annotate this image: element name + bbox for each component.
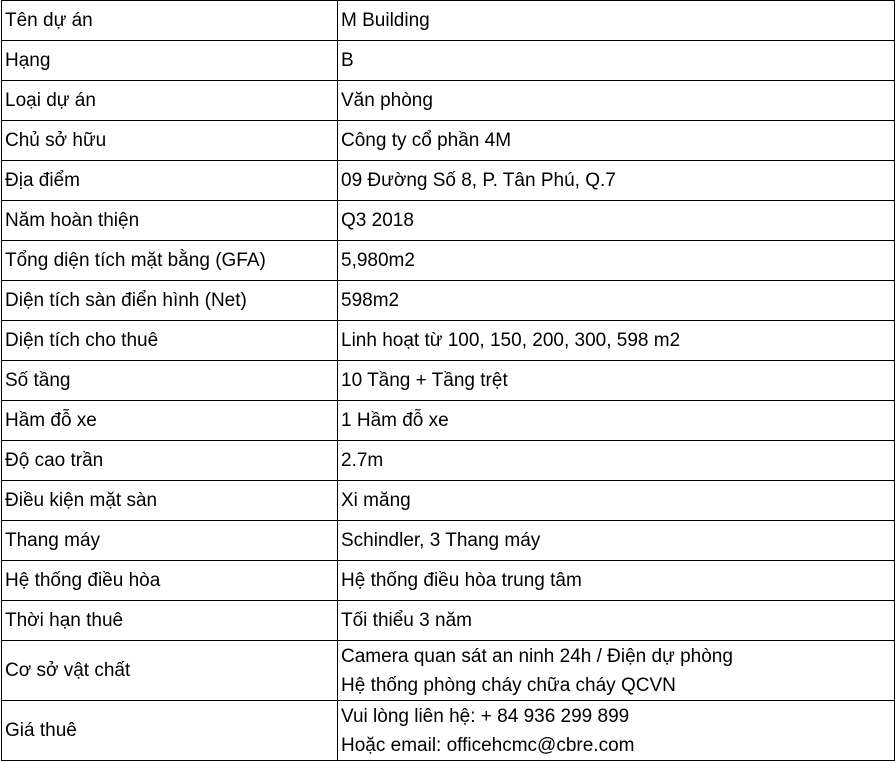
table-row	[2, 481, 895, 521]
row-label: Chủ sở hữu	[2, 121, 338, 161]
row-value: 5,980m2	[338, 241, 895, 281]
row-value: 10 Tầng + Tầng trệt	[338, 361, 895, 401]
row-value: 2.7m	[338, 441, 895, 481]
row-label: Số tầng	[2, 361, 338, 401]
row-label: Địa điểm	[2, 161, 338, 201]
building-spec-table	[1, 0, 895, 761]
row-label: Tên dự án	[2, 1, 338, 41]
row-value: 1 Hầm đỗ xe	[338, 401, 895, 441]
row-value: Q3 2018	[338, 201, 895, 241]
row-label: Độ cao trần	[2, 441, 338, 481]
table-row	[2, 81, 895, 121]
table-row	[2, 241, 895, 281]
row-label: Giá thuê	[2, 701, 338, 761]
row-label: Điều kiện mặt sàn	[2, 481, 338, 521]
row-value	[338, 641, 895, 701]
row-value: Văn phòng	[338, 81, 895, 121]
row-value: Tối thiểu 3 năm	[338, 601, 895, 641]
row-value: Linh hoạt từ 100, 150, 200, 300, 598 m2	[338, 321, 895, 361]
table-row	[2, 401, 895, 441]
row-value-line: Camera quan sát an ninh 24h / Điện dự phòng	[341, 645, 733, 667]
row-value: 598m2	[338, 281, 895, 321]
row-label: Hạng	[2, 41, 338, 81]
table-row	[2, 41, 895, 81]
table-row	[2, 201, 895, 241]
row-value: B	[338, 41, 895, 81]
row-label: Diện tích sàn điển hình (Net)	[2, 281, 338, 321]
table-row	[2, 321, 895, 361]
table-row	[2, 701, 895, 761]
row-label: Diện tích cho thuê	[2, 321, 338, 361]
row-label: Tổng diện tích mặt bằng (GFA)	[2, 241, 338, 281]
table-row	[2, 441, 895, 481]
row-label: Năm hoàn thiện	[2, 201, 338, 241]
row-label: Thang máy	[2, 521, 338, 561]
row-value: M Building	[338, 1, 895, 41]
row-label: Loại dự án	[2, 81, 338, 121]
row-value: 09 Đường Số 8, P. Tân Phú, Q.7	[338, 161, 895, 201]
row-value-line: Vui lòng liên hệ: + 84 936 299 899	[341, 705, 630, 727]
table-row	[2, 601, 895, 641]
table-row	[2, 361, 895, 401]
table-row	[2, 521, 895, 561]
row-value: Công ty cổ phần 4M	[338, 121, 895, 161]
row-value: Schindler, 3 Thang máy	[338, 521, 895, 561]
row-label: Hầm đỗ xe	[2, 401, 338, 441]
row-label: Thời hạn thuê	[2, 601, 338, 641]
row-label: Cơ sở vật chất	[2, 641, 338, 701]
table-row	[2, 161, 895, 201]
row-label: Hệ thống điều hòa	[2, 561, 338, 601]
table-row	[2, 641, 895, 701]
table-row	[2, 121, 895, 161]
table-row	[2, 561, 895, 601]
row-value-line: Hệ thống phòng cháy chữa cháy QCVN	[341, 674, 676, 696]
row-value	[338, 701, 895, 761]
row-value: Xi măng	[338, 481, 895, 521]
table-row	[2, 281, 895, 321]
row-value-line: Hoặc email: officehcmc@cbre.com	[341, 734, 635, 756]
table-row	[2, 1, 895, 41]
row-value: Hệ thống điều hòa trung tâm	[338, 561, 895, 601]
